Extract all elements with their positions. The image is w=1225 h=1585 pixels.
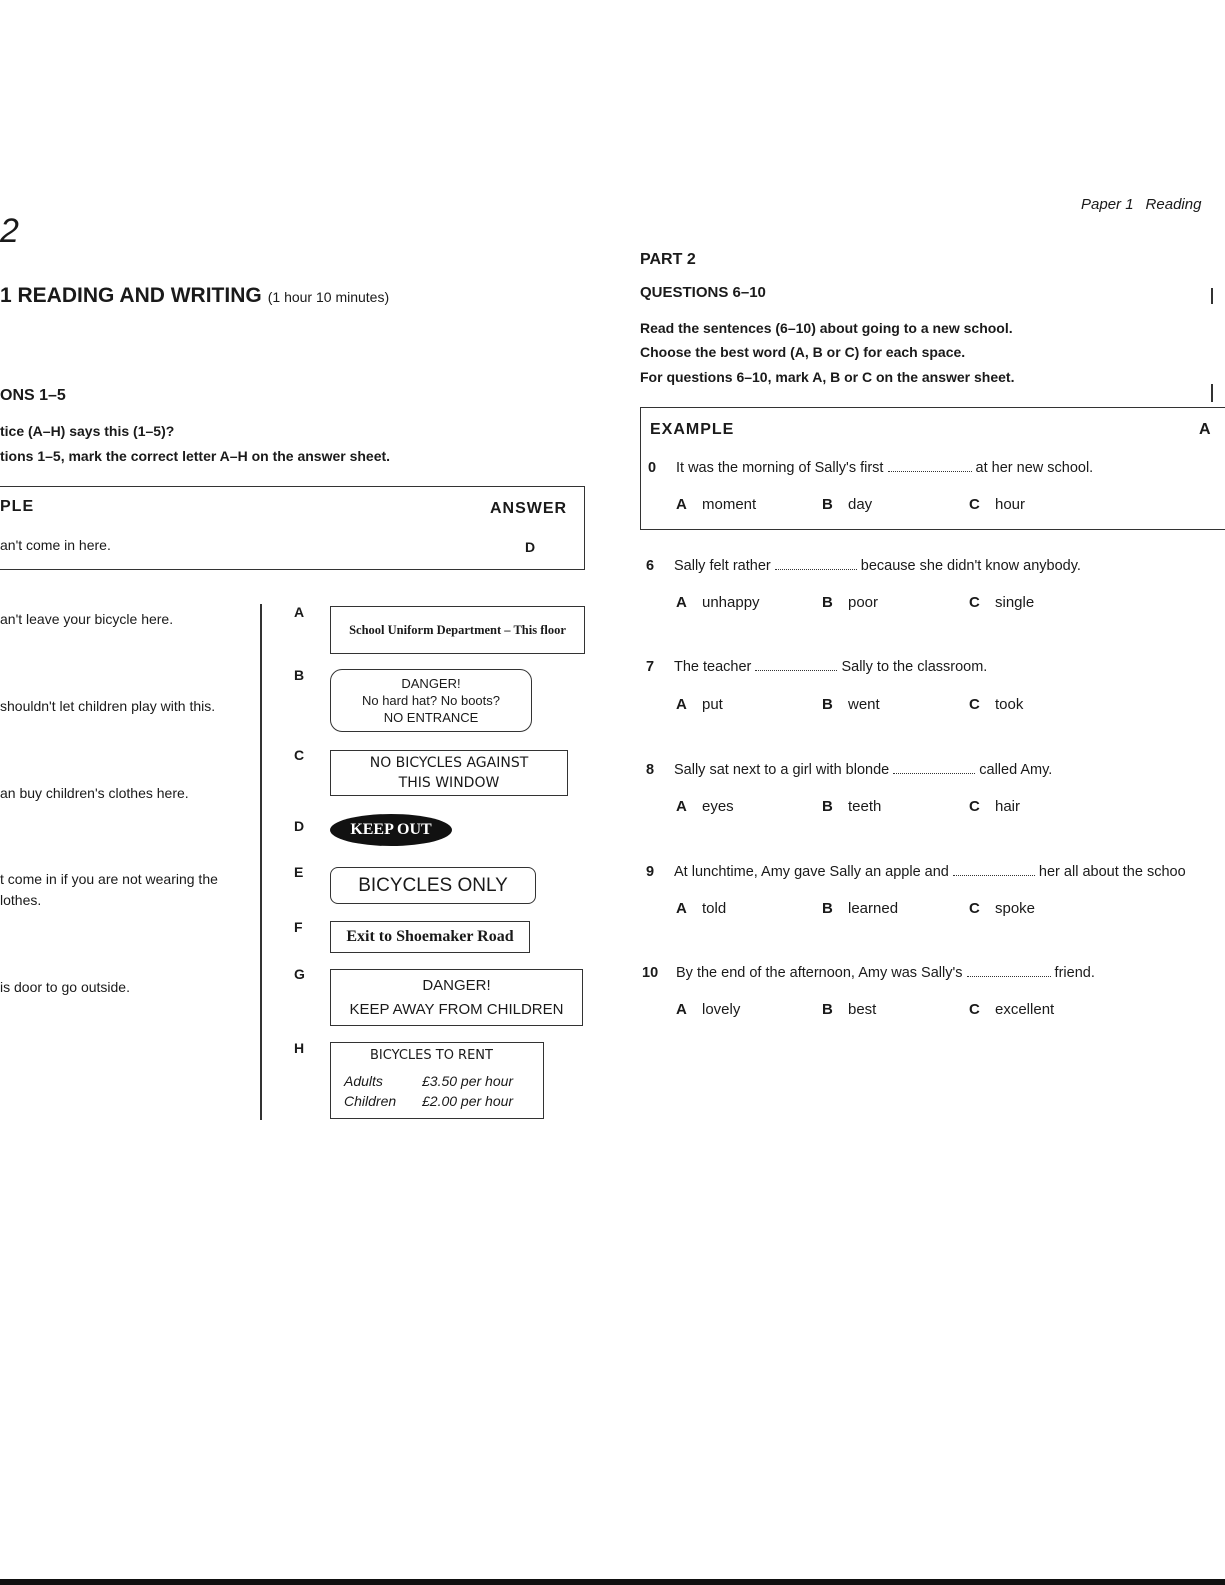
notice-b-line-3: NO ENTRANCE	[383, 710, 479, 725]
q6-option-b[interactable]: B poor	[822, 594, 879, 611]
notice-b	[330, 669, 532, 732]
notice-c	[330, 750, 568, 796]
notice-a	[330, 606, 585, 654]
notice-letter-e: E	[294, 864, 304, 880]
notice-e	[330, 867, 536, 904]
part1-question-5: is door to go outside.	[0, 979, 130, 995]
q6-option-c[interactable]: C single	[969, 594, 1035, 611]
test-number: 2	[0, 212, 19, 250]
part1-question-1: an't leave your bicycle here.	[0, 611, 174, 627]
part2-questions-heading: QUESTIONS 6–10	[640, 284, 766, 301]
answer-gap	[953, 863, 1035, 876]
paper-duration: (1 hour 10 minutes)	[267, 289, 390, 305]
part1-example-box	[0, 486, 585, 570]
question-7: 7 The teacher Sally to the classroom.	[646, 659, 988, 675]
q9-option-a[interactable]: A told	[676, 900, 727, 917]
notice-c-line-1: NO BICYCLES AGAINST	[369, 755, 529, 771]
question-6: 6 Sally felt rather because she didn't know anybody.	[646, 558, 1081, 574]
example-before: It was the morning of Sally's first	[676, 460, 884, 476]
edge-mark	[1211, 384, 1213, 402]
example-sentence	[648, 459, 1093, 476]
notice-d-text: KEEP OUT	[350, 821, 432, 838]
part1-questions-heading: ONS 1–5	[0, 387, 66, 404]
notice-letter-g: G	[294, 966, 305, 982]
notice-letter-a: A	[294, 604, 305, 620]
example-option-a: A moment	[676, 496, 757, 513]
paper-title	[0, 284, 389, 308]
notice-h-row-1-who: Adults	[344, 1073, 383, 1089]
notice-h-row-2-price: £2.00 per hour	[422, 1093, 514, 1109]
part1-example-label: PLE	[0, 498, 35, 515]
running-head	[1081, 196, 1213, 213]
part2-answer-label: A	[1199, 421, 1211, 438]
part2-instruction-2: Choose the best word (A, B or C) for each space.	[640, 344, 966, 360]
q9-option-c[interactable]: C spoke	[969, 900, 1036, 917]
answer-gap	[893, 761, 975, 774]
notice-b-line-2: No hard hat? No boots?	[361, 693, 501, 708]
notice-h-row-2-who: Children	[344, 1093, 397, 1109]
q10-option-c[interactable]: C excellent	[969, 1001, 1055, 1018]
notice-letter-h: H	[294, 1040, 305, 1056]
notice-g-line-2: KEEP AWAY FROM CHILDREN	[349, 1000, 564, 1018]
running-head-section: Reading	[1145, 196, 1202, 213]
notice-g-line-1: DANGER!	[422, 976, 491, 994]
part1-question-3: an buy children's clothes here.	[0, 785, 189, 801]
scan-edge	[0, 1579, 1225, 1585]
example-after: at her new school.	[975, 460, 1094, 476]
edge-mark	[1211, 288, 1213, 304]
question-9: 9 At lunchtime, Amy gave Sally an apple and her all about the schoo	[646, 864, 1186, 880]
notice-letter-d: D	[294, 818, 305, 834]
part1-example-answer: D	[525, 539, 536, 555]
notice-h-row-1-price: £3.50 per hour	[422, 1073, 514, 1089]
part1-answer-label: ANSWER	[490, 500, 568, 517]
part2-example-label: EXAMPLE	[650, 421, 735, 438]
q8-option-b[interactable]: B teeth	[822, 798, 882, 815]
answer-gap	[888, 459, 972, 472]
column-divider	[260, 604, 262, 1120]
q10-option-a[interactable]: A lovely	[676, 1001, 741, 1018]
part1-instruction-1: tice (A–H) says this (1–5)?	[0, 423, 175, 439]
answer-gap	[775, 557, 857, 570]
running-head-paper: Paper 1	[1081, 196, 1134, 213]
notice-h-title: BICYCLES TO RENT	[370, 1048, 493, 1063]
part2-instruction-1: Read the sentences (6–10) about going to a new school.	[640, 320, 1013, 336]
notice-letter-b: B	[294, 667, 305, 683]
q9-option-b[interactable]: B learned	[822, 900, 899, 917]
part1-question-2: shouldn't let children play with this.	[0, 698, 216, 714]
part2-heading: PART 2	[640, 251, 696, 268]
notice-letter-c: C	[294, 747, 305, 763]
example-number: 0	[648, 460, 657, 476]
notice-c-line-2: THIS WINDOW	[398, 775, 500, 791]
q8-option-a[interactable]: A eyes	[676, 798, 734, 815]
notice-a-text: School Uniform Department – This floor	[349, 622, 566, 637]
paper-title-text: 1 READING AND WRITING	[0, 284, 262, 307]
part1-example-text: an't come in here.	[0, 537, 111, 553]
question-8: 8 Sally sat next to a girl with blonde called Amy.	[646, 762, 1053, 778]
q7-option-c[interactable]: C took	[969, 696, 1024, 713]
example-option-c: C hour	[969, 496, 1026, 513]
part1-question-4: t come in if you are not wearing the	[0, 871, 218, 887]
notice-b-line-1: DANGER!	[401, 676, 461, 691]
part1-instruction-2: tions 1–5, mark the correct letter A–H on the answer sheet.	[0, 448, 391, 464]
q7-option-b[interactable]: B went	[822, 696, 880, 713]
question-10: 10 By the end of the afternoon, Amy was Sally's friend.	[642, 965, 1095, 981]
example-option-b: B day	[822, 496, 873, 513]
notice-g	[330, 969, 583, 1026]
answer-gap	[967, 964, 1051, 977]
part1-question-4-cont: lothes.	[0, 892, 42, 908]
notice-e-text: BICYCLES ONLY	[358, 874, 508, 896]
q7-option-a[interactable]: A put	[676, 696, 723, 713]
part2-instruction-3: For questions 6–10, mark A, B or C on the answer sheet.	[640, 369, 1015, 385]
notice-f	[330, 921, 530, 953]
q8-option-c[interactable]: C hair	[969, 798, 1021, 815]
notice-f-text: Exit to Shoemaker Road	[346, 928, 514, 945]
q10-option-b[interactable]: B best	[822, 1001, 877, 1018]
q6-option-a[interactable]: A unhappy	[676, 594, 760, 611]
answer-gap	[755, 658, 837, 671]
notice-letter-f: F	[294, 919, 303, 935]
notice-d	[330, 814, 452, 846]
